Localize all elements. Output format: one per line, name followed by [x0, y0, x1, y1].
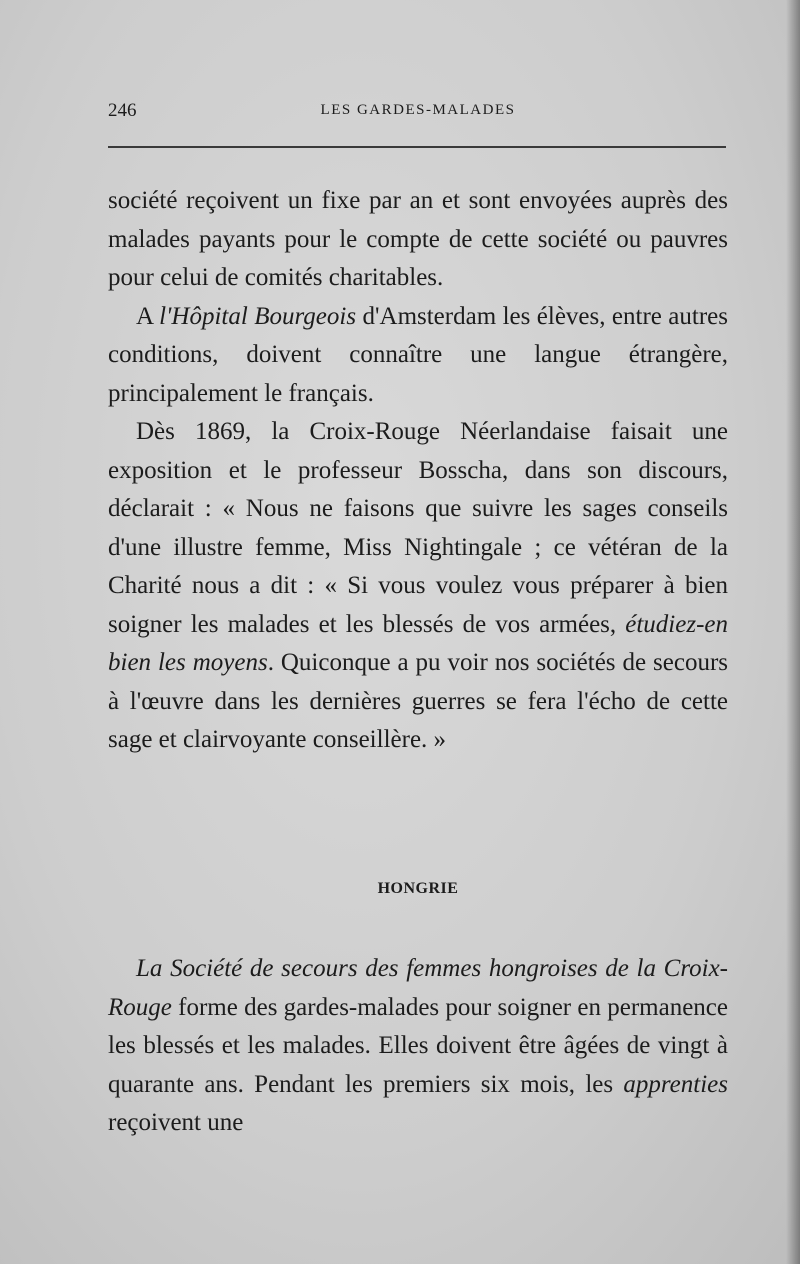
section-heading: HONGRIE — [377, 880, 459, 897]
italic-run: étudiez-en bien les moyens — [108, 610, 728, 676]
text-run: d'Amsterdam les élèves, entre autres conditions, doivent connaître une langue étrangère, principalement le français. — [108, 302, 728, 407]
header-rule — [108, 146, 726, 148]
text-run: société reçoivent un fixe par an et sont envoyées auprès des malades payants pour le compte de cette société ou pauvres pour celui de comités charitables. — [108, 187, 728, 291]
text-run: A — [136, 302, 160, 330]
page-header — [108, 100, 728, 126]
italic-run: La Société de secours des femmes hongroises de la Croix-Rouge — [108, 955, 728, 1021]
page-edge-shadow — [786, 0, 800, 1264]
paragraph-3 — [108, 413, 728, 760]
main-text — [108, 182, 728, 760]
text-run: Dès 1869, la Croix-Rouge Néerlandaise faisait une exposition et le professeur Bosscha, dans son discours, déclarait : « Nous ne faisons que suivre les sages conseils d'une illustre femme, Miss Nightingale ; ce vétéran de la Charité nous a dit : « Si vous voulez vous préparer à bien soigner les malades et les blessés de vos armées, — [108, 418, 728, 638]
running-head: LES GARDES-MALADES — [320, 102, 516, 118]
italic-run: apprenties — [623, 1070, 728, 1098]
italic-run: l'Hôpital Bourgeois — [159, 302, 357, 330]
text-run: reçoivent une — [108, 1109, 244, 1136]
section-paragraph — [108, 950, 728, 1143]
paragraph-1 — [108, 182, 728, 298]
section-text — [108, 950, 728, 1143]
text-run: . Quiconque a pu voir nos sociétés de secours à l'œuvre dans les dernières guerres se fera l'écho de cette sage et clairvoyante conseillère. » — [108, 649, 728, 753]
paragraph-2 — [108, 298, 728, 414]
page-number: 246 — [108, 100, 137, 121]
text-run: forme des gardes-malades pour soigner en permanence les blessés et les malades. Elles doivent être âgées de vingt à quarante ans. Pendant les premiers six mois, les — [108, 993, 728, 1098]
